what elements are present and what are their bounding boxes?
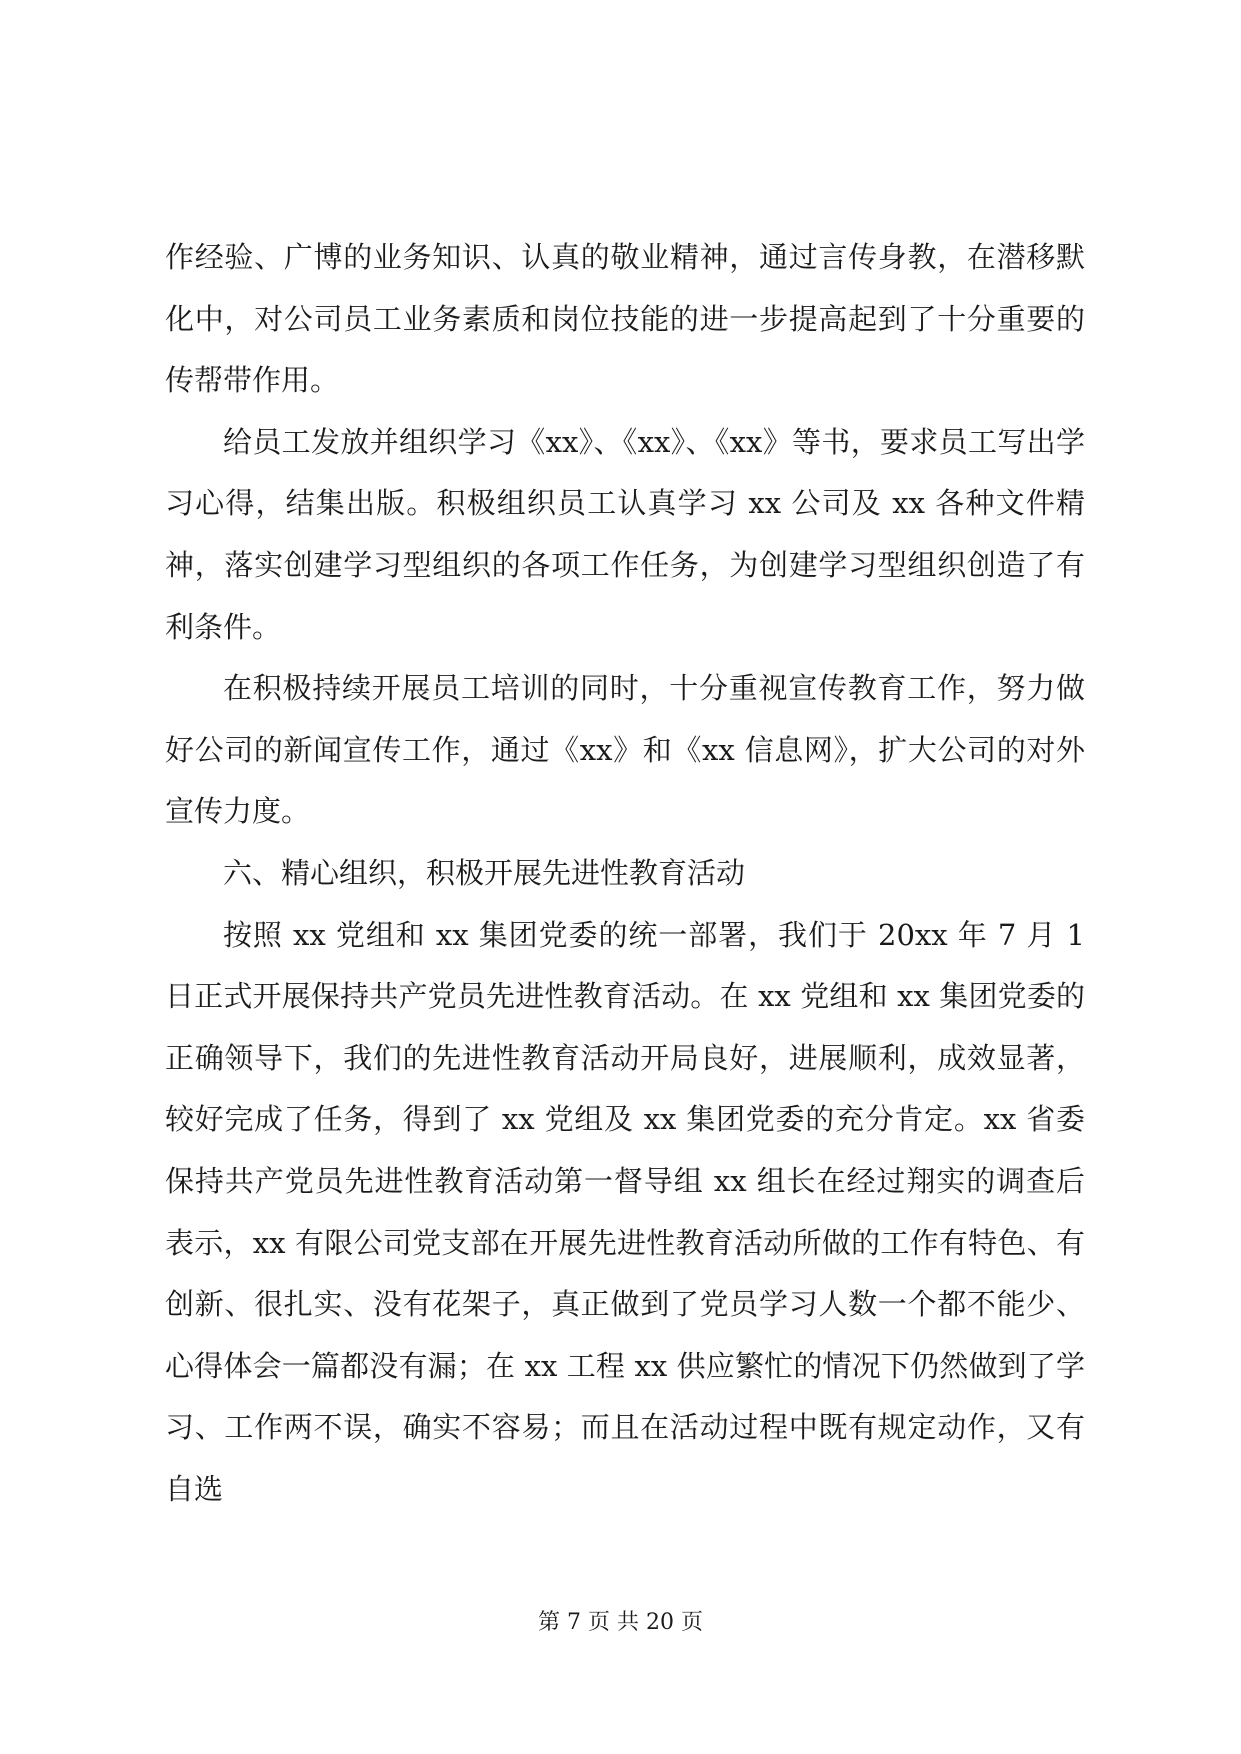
page-number-footer: 第 7 页 共 20 页 [538, 1610, 703, 1635]
paragraph-4: 按照 xx 党组和 xx 集团党委的统一部署，我们于 20xx 年 7 月 1 日正式开展保持共产党员先进性教育活动。在 xx 党组和 xx 集团党委的正确领导下，我们的先进性教育活动开局良好，进展顺利，成效显著，较好完成了任务，得到了 xx 党组及 xx 集团党委的充分肯定。xx 省委保持共产党员先进性教育活动第一督导组 xx 组长在经过翔实的调查后表示，xx 有限公司党支部在开展先进性教育活动所做的工作有特色、有创新、很扎实、没有花架子，真正做到了党员学习人数一个都不能少、心得体会一篇都没有漏；在 xx 工程 xx 供应繁忙的情况下仍然做到了学习、工作两不误，确实不容易；而且在活动过程中既有规定动作，又有自选 [165, 917, 1085, 1506]
document-body [165, 227, 1085, 1520]
section-heading: 六、精心组织，积极开展先进性教育活动 [223, 855, 746, 890]
paragraph-2: 给员工发放并组织学习《xx》、《xx》、《xx》等书，要求员工写出学习心得，结集出版。积极组织员工认真学习 xx 公司及 xx 各种文件精神，落实创建学习型组织的各项工作任务，为创建学习型组织创造了有利条件。 [165, 424, 1085, 644]
paragraph-1: 作经验、广博的业务知识、认真的敬业精神，通过言传身教，在潜移默化中，对公司员工业务素质和岗位技能的进一步提高起到了十分重要的传帮带作用。 [165, 240, 1085, 398]
paragraph-3: 在积极持续开展员工培训的同时，十分重视宣传教育工作，努力做好公司的新闻宣传工作，通过《xx》和《xx 信息网》，扩大公司的对外宣传力度。 [165, 671, 1085, 829]
